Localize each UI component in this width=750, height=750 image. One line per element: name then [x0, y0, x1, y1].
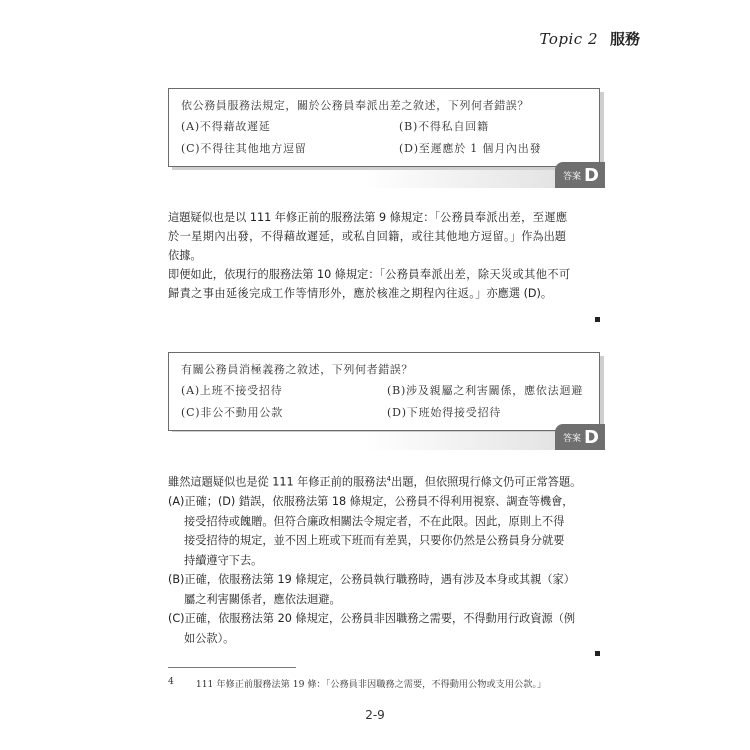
- answer-badge: [555, 162, 605, 188]
- explanation-line: 這題疑似也是以 111 年修正前的服務法第 9 條規定：「公務員奉派出差，至遲應: [168, 211, 568, 224]
- question-text: 有關公務員消極義務之敘述，下列何者錯誤？: [181, 363, 413, 376]
- options-grid: [181, 118, 587, 156]
- option-d: (D)至遲應於 1 個月內出發: [399, 142, 542, 155]
- explanation-intro: 雖然這題疑似也是從 111 年修正前的服務法$^4$出題，但依照現行條文仍可正常答題。: [168, 475, 582, 489]
- footnote-ref: 4: [386, 475, 392, 483]
- answer-bar-1: [168, 164, 605, 188]
- footnote-text: 111 年修正前服務法第 19 條：「公務員非因職務之需要，不得動用公物或支用公款。」: [195, 679, 547, 690]
- list-item: (C)正確，依服務法第 20 條規定，公務員非因職務之需要，不得動用行政資源（例 如公款）。: [168, 612, 576, 645]
- explanation-line: 於一星期內出發，不得藉故遲延，或私自回籍，或往其他地方逗留。」作為出題: [168, 230, 566, 243]
- footnote: [168, 676, 546, 690]
- explanation-line: 依據。: [168, 249, 202, 262]
- option-d: (D)下班始得接受招待: [387, 406, 502, 419]
- answer-badge: [555, 424, 605, 450]
- explanation-line: 即便如此，依現行的服務法第 10 條規定：「公務員奉派出差，除天災或其他不可: [168, 268, 571, 281]
- list-item: (A)正確；(D) 錯誤，依服務法第 18 條規定，公務員不得利用視察、調查等機會， 接受招待或餽贈。但符合廉政相關法令規定者，不在此限。因此，原則上不得 接受招待的規定，並不因上班或下班而有差異，只要你仍然是公務員身分就要 持續遵守下去。: [168, 495, 574, 567]
- page-header: [540, 28, 641, 49]
- answer-label: 答案: [563, 171, 582, 182]
- answer-letter: D: [584, 164, 599, 186]
- topic-label: Topic 2: [539, 29, 598, 48]
- answer-bar-2: [168, 426, 605, 450]
- question-box-1: [168, 88, 600, 167]
- explanation-line: 歸責之事由延後完成工作等情形外，應於核准之期程內往返。」亦應選 (D)。: [168, 287, 553, 300]
- option-c: (C)不得往其他地方逗留: [181, 142, 307, 155]
- explanation-2: [168, 470, 608, 648]
- end-mark: [595, 317, 600, 322]
- answer-letter: D: [584, 426, 599, 448]
- page-number: 2-9: [365, 708, 385, 722]
- option-a: (A)不得藉故遲延: [181, 120, 271, 133]
- answer-label: 答案: [563, 433, 582, 444]
- option-b: (B)涉及親屬之利害關係，應依法迴避: [387, 384, 584, 397]
- option-c: (C)非公不動用公款: [181, 406, 283, 419]
- footnote-rule: [168, 667, 296, 668]
- section-title: 服務: [609, 30, 640, 48]
- option-a: (A)上班不接受招待: [181, 384, 283, 397]
- question-text: 依公務員服務法規定，關於公務員奉派出差之敘述，下列何者錯誤？: [181, 99, 529, 112]
- explanation-1: [168, 208, 608, 303]
- question-box-2: [168, 352, 600, 431]
- options-grid: [181, 382, 587, 420]
- list-item: (B)正確，依服務法第 19 條規定，公務員執行職務時，遇有涉及本身或其親（家） 屬之利害關係者，應依法迴避。: [168, 573, 575, 606]
- footnote-number: 4: [168, 676, 174, 687]
- end-mark: [595, 651, 600, 656]
- option-b: (B)不得私自回籍: [399, 120, 489, 133]
